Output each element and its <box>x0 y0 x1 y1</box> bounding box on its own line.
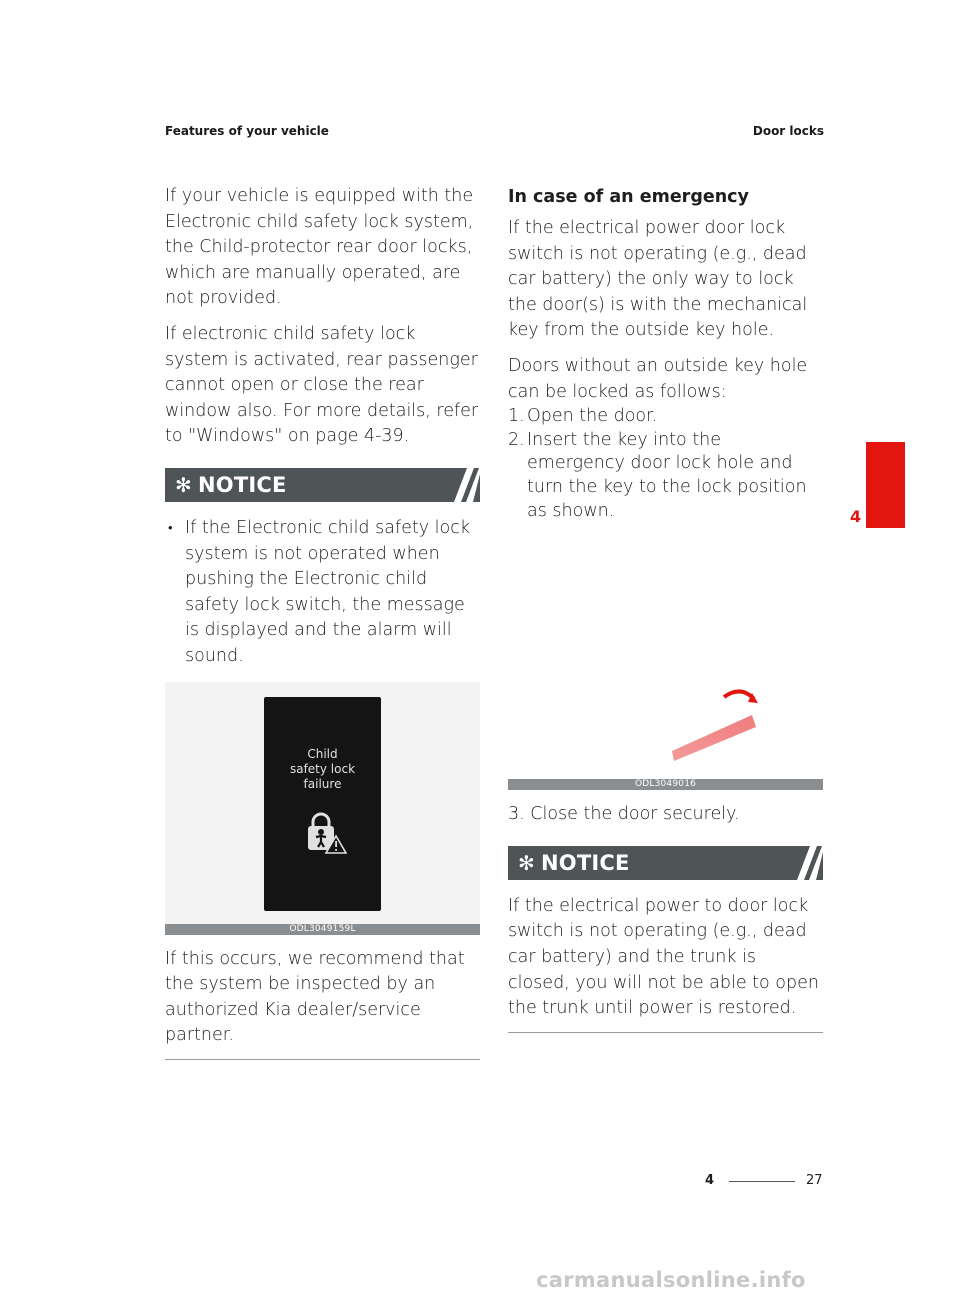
display-screen <box>264 697 381 911</box>
stripes-icon <box>773 846 823 880</box>
paragraph: Doors without an outside key hole can be locked as follows: <box>508 355 808 402</box>
paragraph: 3. Close the door securely. <box>508 804 740 825</box>
right-column <box>508 184 823 1033</box>
step-number: 2. <box>508 429 525 450</box>
running-header-section: Door locks <box>752 124 824 138</box>
paragraph: If electronic child safety lock system is activated, rear passenger cannot open or close the rear window also. For more details, refer to "Windows" on page 4-39. <box>165 323 479 447</box>
watermark: carmanualsonline.info <box>536 1268 806 1292</box>
key-turn-arrow-icon <box>508 529 823 779</box>
figure-caption: ODL3049159L <box>165 924 480 935</box>
chapter-tab <box>866 442 905 528</box>
figure-caption: ODL3049016 <box>508 779 823 790</box>
footer-page-number: 27 <box>806 1173 823 1188</box>
child-lock-warning-icon <box>303 811 347 855</box>
notice-label: NOTICE <box>541 850 630 875</box>
section-heading: In case of an emergency <box>508 187 749 207</box>
left-column <box>165 184 480 1060</box>
list-item <box>508 405 823 429</box>
display-line: Child <box>307 746 338 761</box>
paragraph: If the electrical power to door lock switch is not operating (e.g., dead car battery) and the trunk is closed, you will not be able to open the trunk until power is restored. <box>508 895 819 1019</box>
step-text: Insert the key into the emergency door lock hole and turn the key to the lock position as shown. <box>527 429 807 521</box>
section-divider <box>165 1059 480 1060</box>
footer-section-number: 4 <box>705 1173 715 1188</box>
footer-divider <box>729 1181 795 1182</box>
paragraph: If the electrical power door lock switch is not operating (e.g., dead car battery) the only way to lock the door(s) is with the mechanical key from the outside key hole. <box>508 218 808 341</box>
display-line: failure <box>303 776 342 791</box>
figure-child-lock-failure <box>165 682 480 924</box>
running-header-chapter: Features of your vehicle <box>165 124 329 138</box>
asterisk-icon: ✻ <box>518 850 535 875</box>
step-list <box>508 405 823 523</box>
step-text: Open the door. <box>527 406 658 427</box>
chapter-tab-number: 4 <box>850 507 862 526</box>
stripes-icon <box>430 468 480 502</box>
section-divider <box>508 1032 823 1033</box>
notice-list <box>165 516 480 670</box>
notice-label: NOTICE <box>198 472 287 497</box>
list-item <box>508 429 823 523</box>
display-line: safety lock <box>289 761 356 776</box>
list-item: • If the Electronic child safety lock system is not operated when pushing the Electronic child safety lock switch, the message is displayed and the alarm will sound. <box>165 516 480 670</box>
display-message <box>264 747 381 792</box>
notice-banner <box>165 468 480 502</box>
step-number: 1. <box>508 406 525 427</box>
paragraph: If this occurs, we recommend that the system be inspected by an authorized Kia dealer/service partner. <box>165 948 465 1046</box>
figure-emergency-key <box>508 529 823 779</box>
paragraph: If your vehicle is equipped with the Electronic child safety lock system, the Child-protector rear door locks, which are manually operated, are not provided. <box>165 186 474 309</box>
notice-banner <box>508 846 823 880</box>
asterisk-icon: ✻ <box>175 472 192 497</box>
